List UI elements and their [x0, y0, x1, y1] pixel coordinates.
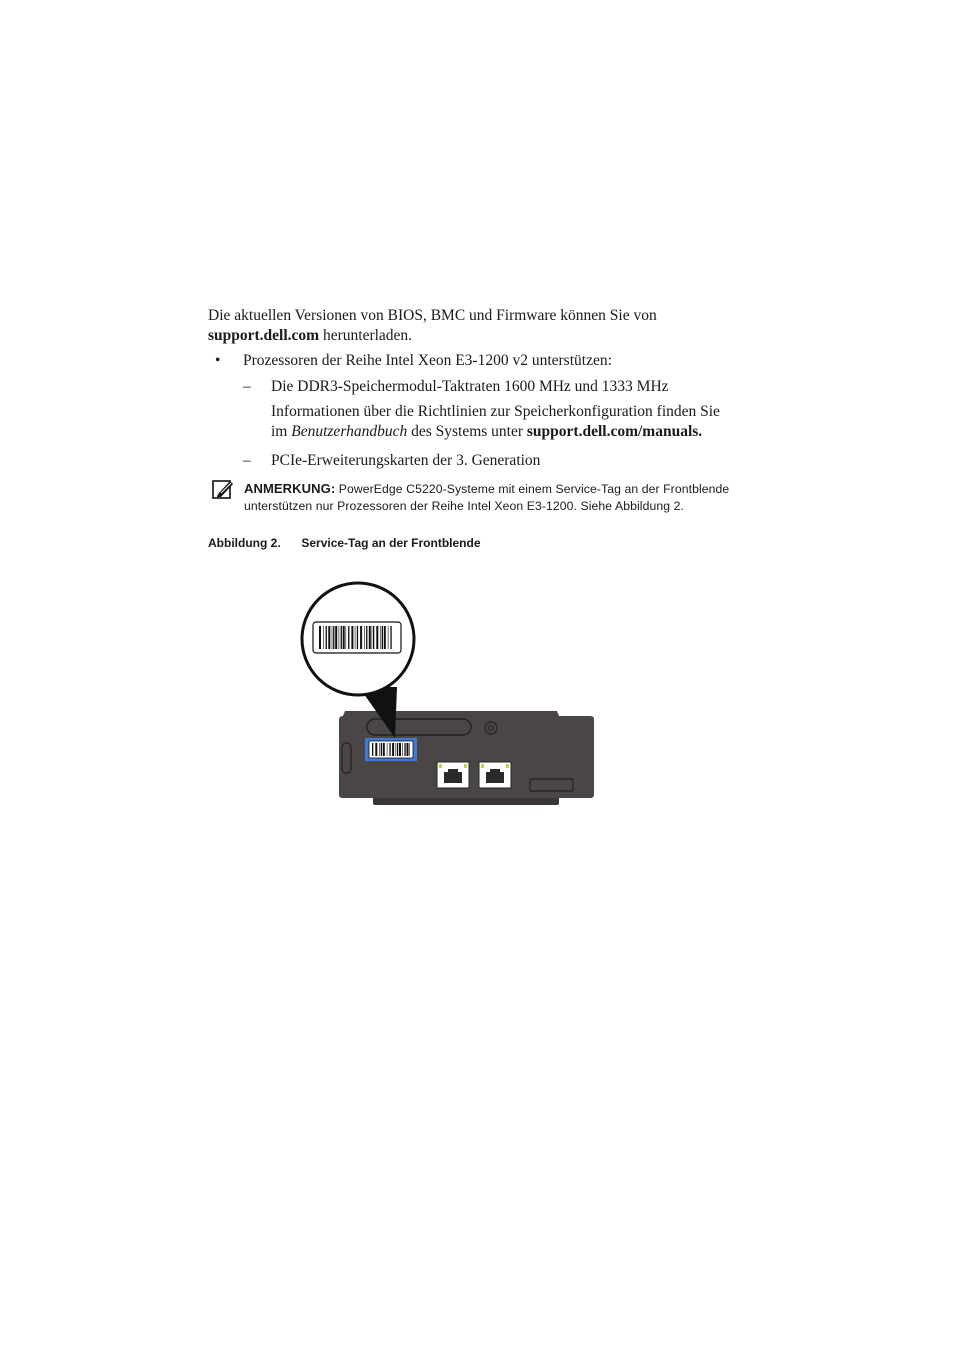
note-text1: PowerEdge C5220-Systeme mit einem Service-Tag an der Frontblende: [335, 482, 730, 496]
intro-paragraph: [208, 306, 657, 346]
big-barcode: [319, 626, 392, 649]
intro-line2: [208, 326, 657, 346]
intro-tail: herunterladen.: [319, 327, 413, 344]
screw: [485, 722, 497, 734]
info-im: im: [271, 423, 292, 440]
handle-slot: [367, 719, 471, 735]
sub2-text: PCIe-Erweiterungskarten der 3. Generation: [271, 452, 541, 469]
sub1-marker: –: [243, 378, 251, 395]
figure-title: Service-Tag an der Frontblende: [301, 536, 481, 550]
sub1-info-line1: Informationen über die Richtlinien zur Speicherkonfiguration finden Sie: [271, 403, 720, 420]
info-italic: Benutzerhandbuch: [291, 423, 408, 440]
intro-line1: Die aktuellen Versionen von BIOS, BMC und Firmware können Sie von: [208, 307, 657, 324]
figure-number: Abbildung 2.: [208, 536, 281, 550]
note-label: ANMERKUNG:: [244, 481, 336, 496]
manuals-link[interactable]: support.dell.com/manuals.: [526, 423, 703, 440]
note-line2: unterstützen nur Prozessoren der Reihe Intel Xeon E3-1200. Siehe Abbildung 2.: [244, 499, 684, 513]
service-tag-figure: [295, 575, 605, 810]
bullet-marker: •: [215, 352, 221, 369]
note-block: [244, 480, 729, 515]
left-latch: [342, 743, 351, 773]
sub1-info: [271, 402, 720, 442]
network-port-1: [437, 762, 469, 788]
network-port-2: [479, 762, 511, 788]
pencil-note-icon: [212, 478, 234, 500]
note-line1: [244, 480, 729, 498]
sub1-info-line2: [271, 422, 720, 442]
sub1-text: Die DDR3-Speichermodul-Taktraten 1600 MHz und 1333 MHz: [271, 378, 669, 395]
info-mid: des Systems unter: [407, 423, 527, 440]
support-link[interactable]: support.dell.com: [208, 327, 320, 344]
right-slot: [530, 779, 573, 791]
bullet-text: Prozessoren der Reihe Intel Xeon E3-1200 v2 unterstützen:: [243, 352, 612, 369]
figure-caption: [208, 536, 481, 550]
sub2-marker: –: [243, 452, 251, 469]
